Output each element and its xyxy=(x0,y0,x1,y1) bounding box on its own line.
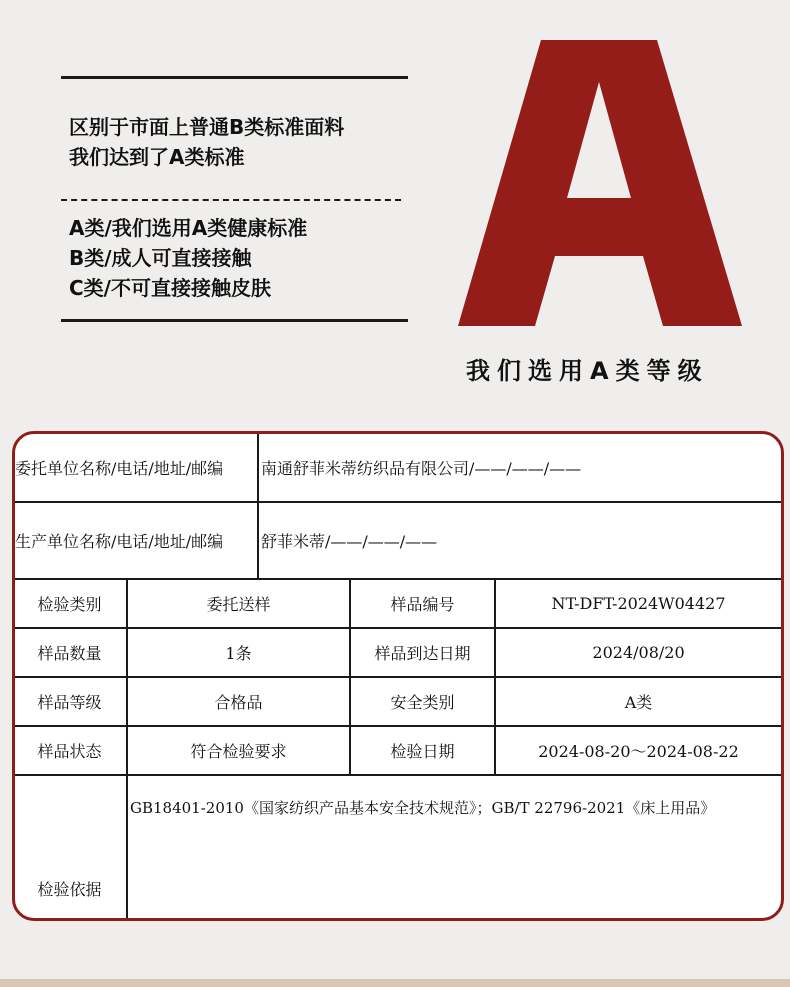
field-label: 检验日期 xyxy=(350,726,495,775)
class-list xyxy=(69,213,307,303)
inspection-report-card xyxy=(12,431,784,921)
top-rule xyxy=(61,76,408,79)
field-label: 样品等级 xyxy=(13,677,127,726)
field-value: 2024-08-20～2024-08-22 xyxy=(495,726,781,775)
dashed-divider xyxy=(61,199,401,201)
class-a-line: A类/我们选用A类健康标准 xyxy=(69,216,308,240)
field-value: 合格品 xyxy=(127,677,350,726)
inspection-table xyxy=(13,434,781,918)
intro-text xyxy=(69,112,344,172)
basis-row xyxy=(13,775,781,918)
big-letter-a-graphic xyxy=(455,30,745,330)
table-row xyxy=(13,628,781,677)
field-value: 符合检验要求 xyxy=(127,726,350,775)
client-row xyxy=(13,434,781,502)
basis-label: 检验依据 xyxy=(13,775,127,918)
intro-line-1: 区别于市面上普通B类标准面料 xyxy=(69,115,345,139)
bottom-strip xyxy=(0,979,790,987)
table-row xyxy=(13,726,781,775)
class-c-line: C类/不可直接接触皮肤 xyxy=(69,276,271,300)
field-label: 样品编号 xyxy=(350,579,495,628)
producer-value: 舒菲米蒂/——/——/—— xyxy=(258,502,781,579)
field-label: 样品状态 xyxy=(13,726,127,775)
producer-row xyxy=(13,502,781,579)
field-label: 检验类别 xyxy=(13,579,127,628)
field-label: 安全类别 xyxy=(350,677,495,726)
field-value: 2024/08/20 xyxy=(495,628,781,677)
table-row xyxy=(13,677,781,726)
basis-value: GB18401-2010《国家纺织产品基本安全技术规范》；GB/T 22796-2021《床上用品》 xyxy=(127,775,781,918)
field-value: A类 xyxy=(495,677,781,726)
field-label: 样品数量 xyxy=(13,628,127,677)
class-b-line: B类/成人可直接接触 xyxy=(69,246,252,270)
field-value: 1条 xyxy=(127,628,350,677)
bottom-rule xyxy=(61,319,408,322)
producer-label: 生产单位名称/电话/地址/邮编 xyxy=(13,502,258,579)
field-value: NT-DFT-2024W04427 xyxy=(495,579,781,628)
field-value: 委托送样 xyxy=(127,579,350,628)
client-label: 委托单位名称/电话/地址/邮编 xyxy=(13,434,258,502)
table-row xyxy=(13,579,781,628)
client-value: 南通舒菲米蒂纺织品有限公司/——/——/—— xyxy=(258,434,781,502)
field-label: 样品到达日期 xyxy=(350,628,495,677)
grade-label: 我们选用A类等级 xyxy=(466,357,709,385)
intro-line-2: 我们达到了A类标准 xyxy=(69,145,245,169)
